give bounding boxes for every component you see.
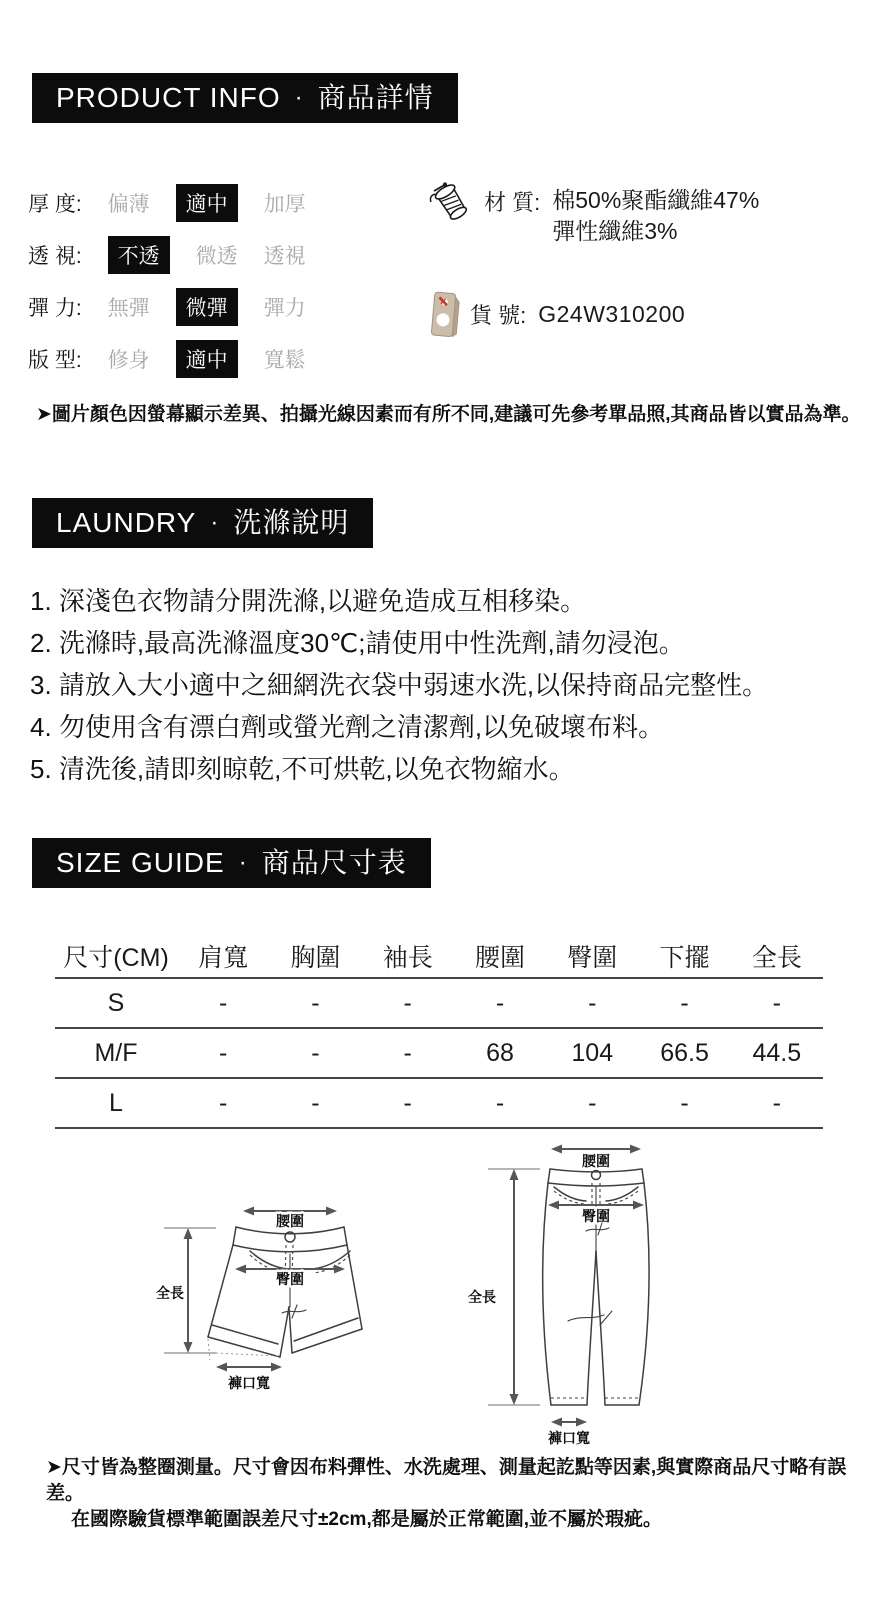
value-cell: - [546,1078,638,1128]
value-cell: - [731,1078,823,1128]
value-cell: - [546,978,638,1028]
material-line-1: 棉50%聚酯纖維47% [552,187,760,213]
attribute-option-selected: 微彈 [176,288,238,326]
shorts-diagram [140,1181,460,1396]
attribute-option: 彈力 [263,297,306,320]
value-cell: 66.5 [638,1028,730,1078]
value-cell: 104 [546,1028,638,1078]
section-laundry [32,498,875,548]
value-cell: - [362,1028,454,1078]
table-row-mf [55,1028,823,1078]
attribute-option-selected: 適中 [176,184,238,222]
value-cell: - [269,978,361,1028]
attribute-option: 無彈 [107,297,150,320]
size-guide-header [32,838,431,888]
value-cell: 68 [454,1028,546,1078]
value-cell: - [269,1028,361,1078]
attribute-option-selected: 不透 [108,236,170,274]
table-row-s [55,978,823,1028]
laundry-instruction: 5. 清洗後,請即刻晾乾,不可烘乾,以免衣物縮水。 [30,754,575,784]
column-header: 袖長 [362,934,454,978]
attribute-option: 偏薄 [107,193,150,216]
table-row-l [55,1078,823,1128]
value-cell: - [177,978,269,1028]
laundry-instruction: 2. 洗滌時,最高洗滌溫度30℃;請使用中性洗劑,請勿浸泡。 [30,628,685,658]
header-dot: · [238,849,248,876]
attribute-option: 微透 [195,245,238,268]
item-number-row [428,289,759,339]
laundry-instruction: 3. 請放入大小適中之細網洗衣袋中弱速水洗,以保持商品完整性。 [30,670,769,700]
leg-opening-label: 褲口寬 [228,1375,270,1391]
measurement-diagrams [0,1137,875,1473]
size-table [55,934,823,1129]
column-header: 下擺 [638,934,730,978]
header-en: LAUNDRY [56,507,197,538]
material-and-sku [428,177,759,385]
material-value [552,185,759,247]
laundry-instruction: 1. 深淺色衣物請分開洗滌,以避免造成互相移染。 [30,586,587,616]
laundry-header [32,498,373,548]
attribute-option: 修身 [107,349,150,372]
header-zh: 商品詳情 [317,82,434,113]
value-cell: - [362,1078,454,1128]
material-row [428,181,759,247]
size-note-line-2: 在國際驗貨標準範圍誤差尺寸±2cm,都是屬於正常範圍,並不屬於瑕疵。 [71,1509,663,1530]
thread-spool-icon [428,181,476,225]
full-length-label: 全長 [156,1285,184,1301]
attribute-row-stretch [28,281,428,333]
value-cell: - [454,978,546,1028]
attribute-option: 透視 [263,245,306,268]
waist-label: 腰圍 [582,1153,610,1169]
column-header: 腰圍 [454,934,546,978]
value-cell: - [269,1078,361,1128]
size-note-line-1: ➤尺寸皆為整圈測量。尺寸會因布料彈性、水洗處理、測量起訖點等因素,與實際商品尺寸略有誤差。 [46,1457,847,1504]
value-cell: - [638,978,730,1028]
attribute-label: 厚 度: [28,193,82,216]
column-header: 臀圍 [546,934,638,978]
header-zh: 商品尺寸表 [261,847,407,878]
header-en: PRODUCT INFO [56,82,281,113]
column-header: 全長 [731,934,823,978]
section-size-guide [32,838,875,888]
attribute-list [28,177,428,385]
material-label: 材 質: [484,190,541,215]
hip-label: 臀圍 [582,1208,610,1224]
product-attributes-area [28,177,875,385]
item-number-label: 貨 號: [470,302,527,328]
size-cell: M/F [55,1028,177,1078]
hip-label: 臀圍 [276,1271,304,1287]
value-cell: - [638,1078,730,1128]
value-cell: - [731,978,823,1028]
attribute-row-sheerness [28,229,428,281]
leg-opening-label: 褲口寬 [548,1430,590,1446]
section-product-info [32,73,875,123]
attribute-option: 寬鬆 [263,349,306,372]
pants-diagram [452,1139,722,1457]
column-header: 肩寬 [177,934,269,978]
value-cell: 44.5 [731,1028,823,1078]
value-cell: - [177,1078,269,1128]
attribute-row-fit [28,333,428,385]
color-disclaimer-note: ➤圖片顏色因螢幕顯示差異、拍攝光線因素而有所不同,建議可先參考單品照,其商品皆以實品為準。 [36,404,861,425]
header-en: SIZE GUIDE [56,847,225,878]
value-cell: - [177,1028,269,1078]
header-dot: · [210,509,220,536]
size-table-header-row [55,934,823,978]
column-header: 尺寸(CM) [55,934,177,978]
attribute-label: 透 視: [28,245,82,268]
material-line-2: 彈性纖維3% [552,218,678,244]
laundry-instruction-list [30,580,875,790]
attribute-label: 彈 力: [28,297,82,320]
attribute-label: 版 型: [28,349,82,372]
value-cell: - [454,1078,546,1128]
waist-label: 腰圍 [276,1213,304,1229]
item-number-value: G24W310200 [538,300,686,327]
attribute-option-selected: 適中 [176,340,238,378]
care-label-icon [428,289,462,339]
column-header: 胸圍 [269,934,361,978]
product-detail-page [0,73,875,1533]
value-cell: - [362,978,454,1028]
product-info-header [32,73,458,123]
full-length-label: 全長 [468,1289,496,1305]
size-cell: S [55,978,177,1028]
attribute-row-thickness [28,177,428,229]
attribute-option: 加厚 [263,193,306,216]
header-zh: 洗滌說明 [233,507,350,538]
header-dot: · [294,84,304,111]
size-cell: L [55,1078,177,1128]
laundry-instruction: 4. 勿使用含有漂白劑或螢光劑之清潔劑,以免破壞布料。 [30,712,665,742]
